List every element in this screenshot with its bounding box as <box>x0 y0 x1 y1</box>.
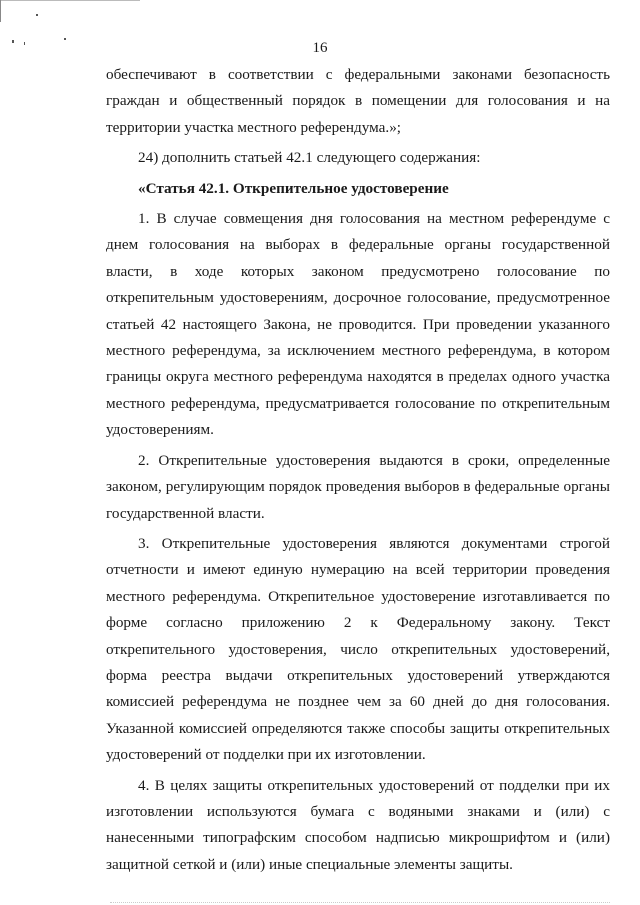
scan-dot <box>36 14 38 16</box>
scan-edge-left <box>0 0 1 22</box>
article-heading: «Статья 42.1. Открепительное удостоверение <box>138 179 449 197</box>
paragraph-2: 2. Открепительные удостоверения выдаются в сроки, определенные законом, регулирующим порядок проведения выборов в федеральные органы государственной власти. <box>106 451 610 522</box>
page-number: 16 <box>312 40 328 56</box>
paragraph-4: 4. В целях защиты открепительных удостоверений от подделки при их изготовлении используются бумага с водяными знаками и (или) с нанесенными типографским способом надписью микрошрифтом и (или) защитной сеткой и (или) иные специальные элементы защиты. <box>106 776 610 873</box>
scan-edge-bottom <box>110 901 610 903</box>
paragraph-1: 1. В случае совмещения дня голосования на местном референдуме с днем голосования на выборах в федеральные органы государственной власти, в ходе которых законом предусмотрено голосование по открепительным удостоверениям, досрочное голосование, предусмотренное статьей 42 настоящего Закона, не проводится. При проведении указанного местного референдума, за исключением местного референдума, в котором границы округа местного референдума находятся в пределах одного участка местного референдума, предусматривается голосование по открепительным удостоверениям. <box>106 210 610 439</box>
scan-edge-top <box>0 0 140 1</box>
paragraph-item-24: 24) дополнить статьей 42.1 следующего содержания: <box>138 149 481 167</box>
paragraph-continuation: обеспечивают в соответствии с федеральными законами безопасность граждан и общественный порядок в помещении для голосования и на территории участка местного референдума.»; <box>106 66 610 136</box>
paragraph-3: 3. Открепительные удостоверения являются документами строгой отчетности и имеют единую нумерацию на всей территории проведения местного референдума. Открепительное удостоверение изготавливается по форме согласно приложению 2 к Федеральному закону. Текст открепительного удостоверения, число открепительных удостоверений, форма реестра выдачи открепительных удостоверений утверждаются комиссией референдума не позднее чем за 60 дней до дня голосования. Указанной комиссией определяются также способы защиты открепительных удостоверений от подделки при их изготовлении. <box>106 534 610 764</box>
document-body <box>106 62 610 882</box>
